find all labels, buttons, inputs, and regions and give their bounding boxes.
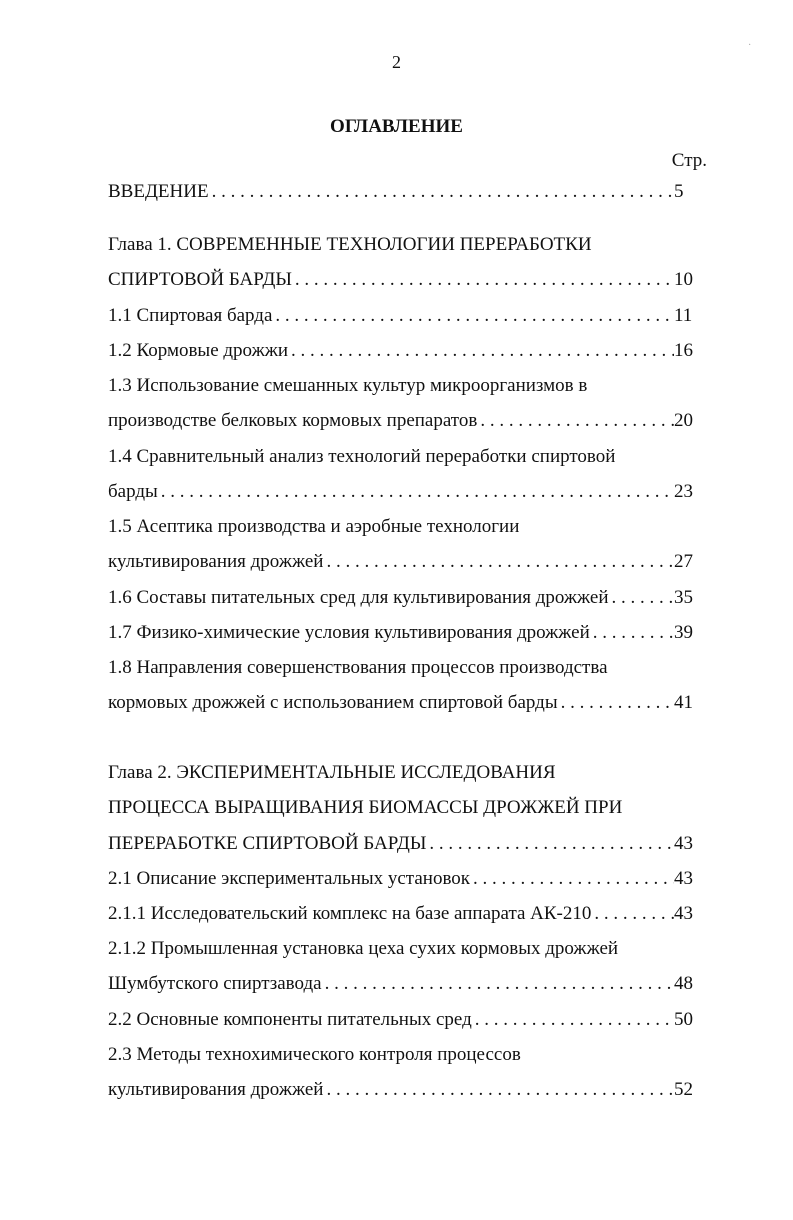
toc-entry-title: кормовых дрожжей с использованием спиртовой барды (108, 692, 558, 713)
toc-entry-title: 1.5 Асептика производства и аэробные технологии (108, 516, 520, 537)
leader-dots (591, 902, 674, 926)
toc-entry (108, 1008, 704, 1032)
toc-entry (108, 761, 704, 785)
leader-dots (158, 480, 674, 504)
toc-entry (108, 621, 704, 645)
toc-entry-page: 5 (674, 181, 684, 202)
toc-entry-title: 1.8 Направления совершенствования процессов производства (108, 657, 608, 678)
toc-entry-page: 48 (674, 973, 693, 994)
leader-dots (272, 304, 674, 328)
toc-entry-title: барды (108, 481, 158, 502)
toc-entry-title: ПРОЦЕССА ВЫРАЩИВАНИЯ БИОМАССЫ ДРОЖЖЕЙ ПРИ (108, 797, 623, 818)
toc-entry (108, 972, 704, 996)
leader-dots (322, 972, 674, 996)
toc-entry-title: 1.4 Сравнительный анализ технологий переработки спиртовой (108, 446, 616, 467)
toc-entry (108, 550, 704, 574)
toc-entry (108, 304, 704, 328)
toc-entry-title: 2.2 Основные компоненты питательных сред (108, 1009, 472, 1030)
toc-entry (108, 515, 704, 539)
toc-entry-title: ВВЕДЕНИЕ (108, 181, 209, 202)
toc-entry-page: 20 (674, 410, 693, 431)
toc-entry-title: Глава 2. ЭКСПЕРИМЕНТАЛЬНЫЕ ИССЛЕДОВАНИЯ (108, 762, 556, 783)
leader-dots (209, 180, 674, 204)
leader-dots (323, 1078, 674, 1102)
toc-entry-page: 52 (674, 1079, 693, 1100)
toc-entry-page: 11 (674, 305, 693, 326)
leader-dots (558, 691, 674, 715)
leader-dots (292, 268, 674, 292)
toc-entry (108, 445, 704, 469)
page-title: ОГЛАВЛЕНИЕ (330, 116, 463, 137)
toc-entry-title: 2.1.2 Промышленная установка цеха сухих кормовых дрожжей (108, 938, 619, 959)
toc-entry-title: 2.1 Описание экспериментальных установок (108, 868, 471, 889)
toc-entry-title: СПИРТОВОЙ БАРДЫ (108, 269, 292, 290)
toc-entry-title: 1.6 Составы питательных сред для культивирования дрожжей (108, 587, 609, 608)
leader-dots (472, 1008, 674, 1032)
toc-entry-title: 1.2 Кормовые дрожжи (108, 340, 288, 361)
toc-entry-page: 23 (674, 481, 693, 502)
toc-entry-title: Шумбутского спиртзавода (108, 973, 322, 994)
leader-dots (426, 832, 674, 856)
toc-entry (108, 1043, 704, 1067)
toc-entry (108, 867, 704, 891)
toc-entry (108, 480, 704, 504)
leader-dots (477, 409, 674, 433)
toc-entry-title: 1.7 Физико-химические условия культивирования дрожжей (108, 622, 590, 643)
toc-entry-page: 10 (674, 269, 693, 290)
toc-entry-page: 16 (674, 340, 693, 361)
page-number: 2 (392, 52, 401, 72)
toc-entry (108, 268, 704, 292)
leader-dots (323, 550, 674, 574)
toc-entry-title: 1.3 Использование смешанных культур микроорганизмов в (108, 375, 588, 396)
toc-entry (108, 937, 704, 961)
toc-entry-page: 39 (674, 622, 693, 643)
page-column-header: Стр. (671, 150, 707, 171)
toc-entry-title: культивирования дрожжей (108, 1079, 324, 1100)
leader-dots (590, 621, 674, 645)
toc-entry-page: 27 (674, 551, 693, 572)
toc-entry (108, 796, 704, 820)
toc-entry-page: 43 (674, 868, 693, 889)
leader-dots (288, 339, 674, 363)
toc-entry (108, 409, 704, 433)
toc-entry (108, 1078, 704, 1102)
toc-entry-title: 2.3 Методы технохимического контроля процессов (108, 1044, 521, 1065)
toc-entry (108, 832, 704, 856)
toc-entry-title: производстве белковых кормовых препаратов (108, 410, 478, 431)
toc-entry (108, 691, 704, 715)
toc-entry (108, 233, 704, 257)
scan-artifact: · (748, 40, 752, 51)
leader-dots (470, 867, 674, 891)
toc-entry-title: Глава 1. СОВРЕМЕННЫЕ ТЕХНОЛОГИИ ПЕРЕРАБОТКИ (108, 234, 592, 255)
toc-entry-page: 50 (674, 1009, 693, 1030)
toc-entry-page: 43 (674, 903, 693, 924)
toc-entry (108, 374, 704, 398)
toc-entry (108, 586, 704, 610)
toc-entry-title: культивирования дрожжей (108, 551, 324, 572)
toc-entry (108, 902, 704, 926)
toc-entry-title: 2.1.1 Исследовательский комплекс на базе аппарата АК-210 (108, 903, 592, 924)
toc-entry-page: 35 (674, 587, 693, 608)
toc-entry (108, 656, 704, 680)
toc-entry (108, 339, 704, 363)
toc-entry-page: 43 (674, 833, 693, 854)
toc-entry-page: 41 (674, 692, 693, 713)
toc-entry-title: ПЕРЕРАБОТКЕ СПИРТОВОЙ БАРДЫ (108, 833, 427, 854)
toc-entry-title: 1.1 Спиртовая барда (108, 305, 273, 326)
leader-dots (609, 586, 674, 610)
toc-entry (108, 180, 704, 204)
